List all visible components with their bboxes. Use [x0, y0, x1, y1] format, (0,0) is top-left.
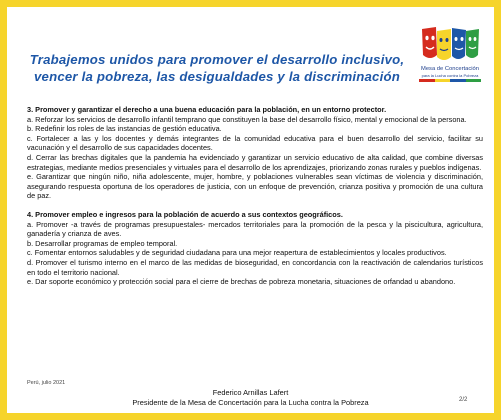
list-item: a. Promover -a través de programas presupuestales- mercados territoriales para la promoción de la pesca y la piscicultura, agricultura, ganadería y crianza de aves.: [27, 219, 483, 239]
section-spacer: [27, 201, 483, 210]
list-item: c. Fomentar entornos saludables y de seguridad ciudadana para una mejor reapertura de establecimientos y locales productivos.: [27, 248, 447, 258]
logo-color-stripe: [419, 79, 481, 82]
document-card: [7, 7, 494, 413]
faces-logo-icon: [419, 25, 481, 65]
list-item: d. Cerrar las brechas digitales que la pandemia ha evidenciado y garantizar un servicio educativo de alta calidad, que combine diversas estrategias, mediante medios presenciales y virtuales para el desarrollo de los aprendizajes, priorizando zonas rurales y pueblos indígenas.: [27, 152, 483, 172]
stripe-blue: [450, 79, 466, 82]
list-item: a. Reforzar los servicios de desarrollo infantil temprano que constituyen la base del desarrollo físico, mental y emocional de la persona.: [27, 114, 467, 124]
place-date: Perú, julio 2021: [27, 380, 66, 386]
list-item: d. Promover el turismo interno en el marco de las medidas de bioseguridad, en concordancia con la reactivación de calendarios turísticos en todo el territorio nacional.: [27, 257, 483, 277]
signer-title: Presidente de la Mesa de Concertación para la Lucha contra la Pobreza: [132, 398, 369, 407]
section-education: [27, 105, 483, 201]
signature-block: [7, 388, 494, 408]
section-heading: 3. Promover y garantizar el derecho a una buena educación para la población, en un entorno protector.: [27, 105, 387, 114]
stripe-green: [466, 79, 482, 82]
header: [7, 7, 494, 97]
section-employment: [27, 210, 483, 287]
list-item: c. Fortalecer a las y los docentes y demás integrantes de la comunidad educativa para el buen desarrollo del servicio, facilitar su vacunación y el desarrollo de sus capacidades docentes.: [27, 133, 483, 153]
list-item: b. Desarrollar programas de empleo temporal.: [27, 238, 178, 248]
list-item: e. Garantizar que ningún niño, niña adolescente, mujer, hombre, y poblaciones vulnerables sean víctimas de violencia y discriminación, asegurando respuesta oportuna de los operadores de justicia, con un enfoque de prevención, crianza positiva y promoción de una cultura de paz.: [27, 172, 483, 201]
mesa-logo: [415, 25, 485, 95]
logo-name: Mesa de Concertación: [421, 66, 479, 72]
list-item: e. Dar soporte económico y protección social para el cierre de brechas de pobreza monetaria, situaciones de orfandad u abandono.: [27, 277, 456, 287]
page-title: [27, 51, 407, 85]
stripe-yellow: [435, 79, 451, 82]
stripe-red: [419, 79, 435, 82]
list-item: b. Redefinir los roles de las instancias de gestión educativa.: [27, 124, 222, 134]
logo-subtitle: para la Lucha contra la Pobreza: [421, 72, 479, 78]
section-heading: 4. Promover empleo e ingresos para la población de acuerdo a sus contextos geográficos.: [27, 209, 343, 219]
document-body: [27, 105, 483, 287]
title-line-2: vencer la pobreza, las desigualdades y la discriminación: [34, 69, 400, 84]
title-line-1: Trabajemos unidos para promover el desarrollo inclusivo,: [29, 52, 405, 67]
signer-name: Federico Arnillas Lafert: [212, 388, 289, 397]
page-number: 2/2: [459, 397, 468, 403]
